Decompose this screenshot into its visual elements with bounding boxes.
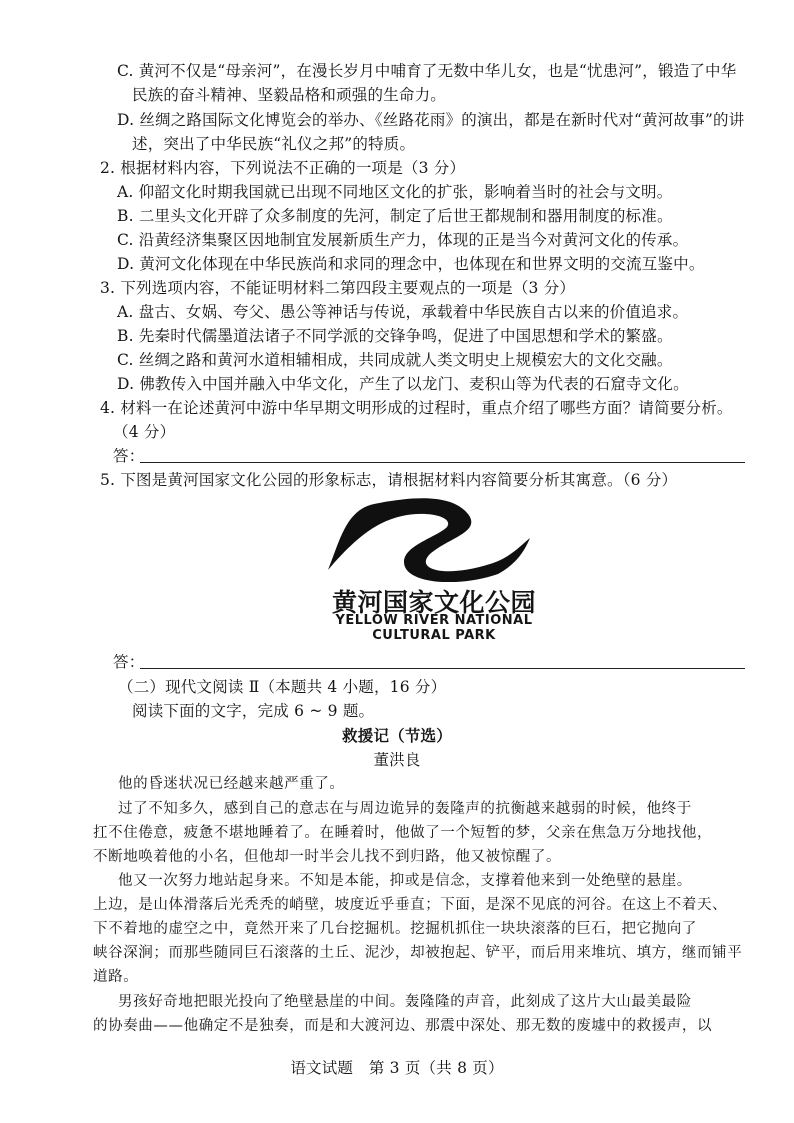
q3-option-a: A. 盘古、女娲、夸父、愚公等神话与传说，承载着中华民族自古以来的价值追求。 (117, 303, 689, 321)
page-footer: 语文试题 第 3 页（共 8 页） (290, 1059, 504, 1077)
q5-answer-label: 答： (113, 653, 145, 671)
q1-option-d-line1: D. 丝绸之路国际文化博览会的举办、《丝路花雨》的演出，都是在新时代对“黄河故事”的讲 (117, 111, 745, 129)
q4-answer-label: 答： (113, 447, 145, 465)
q1-option-c-line1: C. 黄河不仅是“母亲河”，在漫长岁月中哺育了无数中华儿女，也是“忧患河”，锻造了中华 (117, 62, 737, 80)
logo-chinese-name: 黄河国家文化公园 (331, 588, 536, 617)
q3-option-d: D. 佛教传入中国并融入中华文化，产生了以龙门、麦积山等为代表的石窟寺文化。 (117, 375, 689, 393)
passage-p4-line2: 的协奏曲——他确定不是独奏，而是和大渡河边、那震中深处、那无数的废墟中的救援声，以 (93, 1018, 713, 1034)
q1-option-d-line2: 述，突出了中华民族“礼仪之邦”的特质。 (132, 135, 416, 153)
q1-option-c-line2: 民族的奋斗精神、坚毅品格和顽强的生命力。 (132, 86, 447, 104)
q4-answer-line[interactable] (140, 462, 745, 463)
yellow-river-wave-icon (328, 498, 530, 582)
logo-english-line2: CULTURAL PARK (372, 628, 496, 643)
passage-p3-line5: 道路。 (93, 969, 139, 985)
passage-p3-line4: 峡谷深涧；而那些随同巨石滚落的土丘、泥沙，却被抱起、铲平，而后用来堆坑、填方，继而铺平 (93, 945, 743, 961)
passage-author: 董洪良 (373, 751, 421, 769)
q5-stem: 5. 下图是黄河国家文化公园的形象标志，请根据材料内容简要分析其寓意。（6 分） (100, 471, 678, 489)
logo-english-line1: YELLOW RIVER NATIONAL (335, 613, 533, 628)
q3-option-b: B. 先秦时代儒墨道法诸子不同学派的交锋争鸣，促进了中国思想和学术的繁盛。 (117, 327, 673, 345)
q3-stem: 3. 下列选项内容，不能证明材料二第四段主要观点的一项是（3 分） (100, 279, 576, 297)
passage-p2-line1: 过了不知多久，感到自己的意志在与周边诡异的轰隆声的抗衡越来越弱的时候，他终于 (118, 801, 692, 817)
q2-option-b: B. 二里头文化开辟了众多制度的先河，制定了后世王都规制和器用制度的标准。 (117, 207, 673, 225)
q2-option-d: D. 黄河文化体现在中华民族尚和求同的理念中，也体现在和世界文明的交流互鉴中。 (117, 255, 705, 273)
yellow-river-logo (318, 490, 550, 582)
passage-p3-line3: 下不着地的虚空之中，竟然开来了几台挖掘机。挖掘机抓住一块块滚落的巨石，把它抛向了 (93, 921, 697, 937)
q2-stem: 2. 根据材料内容，下列说法不正确的一项是（3 分） (100, 159, 466, 177)
passage-title: 救援记（节选） (342, 726, 452, 745)
q2-option-c: C. 沿黄经济集聚区因地制宜发展新质生产力，体现的正是当今对黄河文化的传承。 (117, 231, 689, 249)
q3-option-c: C. 丝绸之路和黄河水道相辅相成，共同成就人类文明史上规模宏大的文化交融。 (117, 351, 673, 369)
section2-instruction: 阅读下面的文字，完成 6 ~ 9 题。 (132, 702, 375, 720)
passage-p4-line1: 男孩好奇地把眼光投向了绝壁悬崖的中间。轰隆隆的声音，此刻成了这片大山最美最险 (118, 994, 692, 1010)
passage-p3-line2: 上边，是山体滑落后光秃秃的峭壁，坡度近乎垂直；下面，是深不见底的河谷。在这上不着天、 (93, 897, 728, 913)
passage-p2-line2: 扛不住倦意，疲惫不堪地睡着了。在睡着时，他做了一个短暂的梦，父亲在焦急万分地找他， (93, 825, 713, 841)
q4-stem: 4. 材料一在论述黄河中游中华早期文明形成的过程时，重点介绍了哪些方面？请简要分析。 (100, 399, 733, 417)
q4-points: （4 分） (113, 423, 176, 441)
q5-answer-line[interactable] (140, 668, 745, 669)
passage-p1: 他的昏迷状况已经越来越严重了。 (118, 776, 345, 792)
passage-p2-line3: 不断地唤着他的小名，但他却一时半会儿找不到归路，他又被惊醒了。 (93, 849, 562, 865)
section2-heading: （二）现代文阅读 Ⅱ（本题共 4 小题，16 分） (118, 678, 447, 696)
q2-option-a: A. 仰韶文化时期我国就已出现不同地区文化的扩张，影响着当时的社会与文明。 (117, 183, 673, 201)
passage-p3-line1: 他又一次努力地站起身来。不知是本能，抑或是信念，支撑着他来到一处绝壁的悬崖。 (118, 873, 692, 889)
